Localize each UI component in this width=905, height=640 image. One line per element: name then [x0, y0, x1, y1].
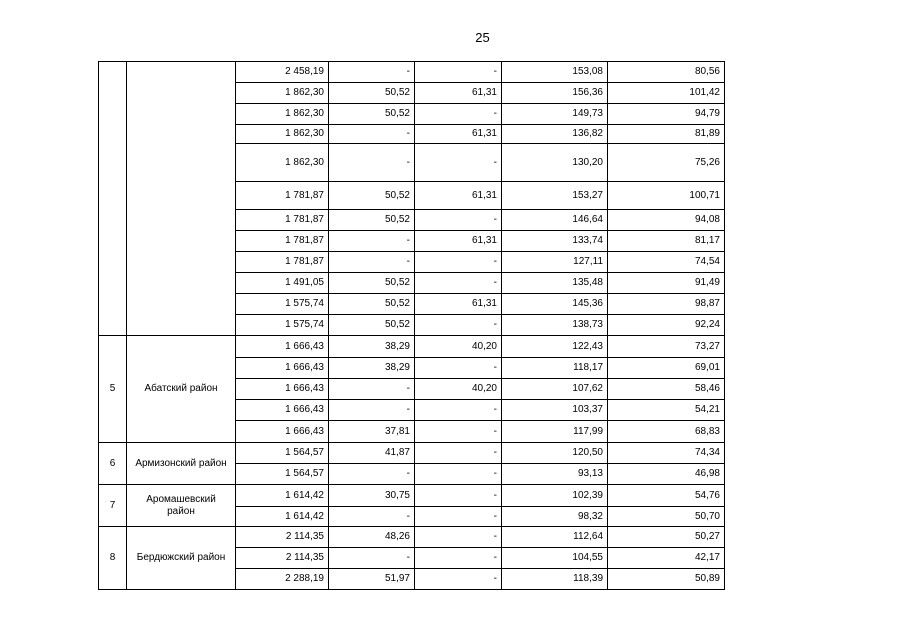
value-cell: 54,76 [608, 485, 725, 507]
value-cell: - [415, 104, 502, 125]
value-cell: - [415, 527, 502, 548]
value-cell: 1 781,87 [236, 231, 329, 252]
value-cell: - [329, 62, 415, 83]
value-cell: 1 666,43 [236, 336, 329, 358]
value-cell: - [329, 125, 415, 144]
value-cell: - [415, 569, 502, 590]
value-cell: - [415, 443, 502, 464]
value-cell: 2 114,35 [236, 527, 329, 548]
value-cell: 94,79 [608, 104, 725, 125]
value-cell: 48,26 [329, 527, 415, 548]
value-cell: - [415, 485, 502, 507]
value-cell: 1 862,30 [236, 125, 329, 144]
value-cell: 153,08 [502, 62, 608, 83]
value-cell: 1 862,30 [236, 83, 329, 104]
table-row [99, 443, 725, 464]
value-cell: 41,87 [329, 443, 415, 464]
value-cell: 61,31 [415, 125, 502, 144]
value-cell: 1 666,43 [236, 379, 329, 400]
value-cell: 91,49 [608, 273, 725, 294]
value-cell: - [329, 507, 415, 527]
district-name-cell [127, 62, 236, 336]
value-cell: 40,20 [415, 379, 502, 400]
value-cell: - [329, 379, 415, 400]
value-cell: - [415, 507, 502, 527]
value-cell: 37,81 [329, 421, 415, 443]
value-cell: 73,27 [608, 336, 725, 358]
value-cell: 156,36 [502, 83, 608, 104]
value-cell: 1 575,74 [236, 315, 329, 336]
value-cell: - [415, 273, 502, 294]
value-cell: 69,01 [608, 358, 725, 379]
value-cell: 98,32 [502, 507, 608, 527]
value-cell: 2 288,19 [236, 569, 329, 590]
page-number: 25 [475, 30, 490, 45]
value-cell: 68,83 [608, 421, 725, 443]
value-cell: 61,31 [415, 83, 502, 104]
value-cell: 50,52 [329, 182, 415, 210]
value-cell: 1 575,74 [236, 294, 329, 315]
value-cell: 81,17 [608, 231, 725, 252]
value-cell: - [329, 231, 415, 252]
value-cell: 138,73 [502, 315, 608, 336]
value-cell: 149,73 [502, 104, 608, 125]
value-cell: 54,21 [608, 400, 725, 421]
value-cell: 145,36 [502, 294, 608, 315]
value-cell: 1 862,30 [236, 104, 329, 125]
value-cell: 40,20 [415, 336, 502, 358]
value-cell: 130,20 [502, 144, 608, 182]
value-cell: 112,64 [502, 527, 608, 548]
value-cell: 118,17 [502, 358, 608, 379]
district-name-cell: Армизонский район [127, 443, 236, 485]
value-cell: - [415, 464, 502, 485]
value-cell: 81,89 [608, 125, 725, 144]
value-cell: 80,56 [608, 62, 725, 83]
value-cell: 1 781,87 [236, 252, 329, 273]
value-cell: 1 666,43 [236, 421, 329, 443]
value-cell: 100,71 [608, 182, 725, 210]
value-cell: 42,17 [608, 548, 725, 569]
value-cell: 1 781,87 [236, 210, 329, 231]
value-cell: 61,31 [415, 182, 502, 210]
value-cell: 94,08 [608, 210, 725, 231]
value-cell: 133,74 [502, 231, 608, 252]
value-cell: 127,11 [502, 252, 608, 273]
value-cell: 120,50 [502, 443, 608, 464]
table-row [99, 62, 725, 83]
row-index-cell: 5 [99, 336, 127, 443]
value-cell: - [415, 400, 502, 421]
value-cell: 46,98 [608, 464, 725, 485]
value-cell: 1 666,43 [236, 400, 329, 421]
row-index-cell: 8 [99, 527, 127, 590]
row-index-cell: 7 [99, 485, 127, 527]
value-cell: 38,29 [329, 336, 415, 358]
value-cell: 61,31 [415, 231, 502, 252]
value-cell: 50,52 [329, 83, 415, 104]
table-row [99, 485, 725, 507]
value-cell: 61,31 [415, 294, 502, 315]
value-cell: 101,42 [608, 83, 725, 104]
value-cell: 107,62 [502, 379, 608, 400]
value-cell: 50,70 [608, 507, 725, 527]
value-cell: 1 614,42 [236, 485, 329, 507]
value-cell: 117,99 [502, 421, 608, 443]
value-cell: 1 781,87 [236, 182, 329, 210]
value-cell: 122,43 [502, 336, 608, 358]
value-cell: 50,52 [329, 315, 415, 336]
value-cell: 1 564,57 [236, 464, 329, 485]
value-cell: 98,87 [608, 294, 725, 315]
value-cell: 58,46 [608, 379, 725, 400]
value-cell: - [415, 252, 502, 273]
value-cell: 102,39 [502, 485, 608, 507]
value-cell: 1 564,57 [236, 443, 329, 464]
value-cell: 1 862,30 [236, 144, 329, 182]
value-cell: 153,27 [502, 182, 608, 210]
value-cell: - [415, 421, 502, 443]
value-cell: 93,13 [502, 464, 608, 485]
value-cell: 30,75 [329, 485, 415, 507]
value-cell: 1 491,05 [236, 273, 329, 294]
value-cell: 1 614,42 [236, 507, 329, 527]
value-cell: 135,48 [502, 273, 608, 294]
value-cell: 50,52 [329, 294, 415, 315]
value-cell: 136,82 [502, 125, 608, 144]
row-index-cell [99, 62, 127, 336]
value-cell: 50,89 [608, 569, 725, 590]
row-index-cell: 6 [99, 443, 127, 485]
district-name-cell: Аромашевский район [127, 485, 236, 527]
value-cell: - [329, 548, 415, 569]
value-cell: - [415, 358, 502, 379]
table-row [99, 336, 725, 358]
tariff-table [98, 61, 725, 590]
value-cell: - [415, 548, 502, 569]
table-row [99, 527, 725, 548]
value-cell: 51,97 [329, 569, 415, 590]
value-cell: - [329, 252, 415, 273]
value-cell: - [415, 315, 502, 336]
value-cell: 92,24 [608, 315, 725, 336]
value-cell: 50,52 [329, 273, 415, 294]
value-cell: 74,34 [608, 443, 725, 464]
value-cell: 74,54 [608, 252, 725, 273]
value-cell: 2 458,19 [236, 62, 329, 83]
value-cell: - [415, 144, 502, 182]
value-cell: 2 114,35 [236, 548, 329, 569]
value-cell: - [329, 464, 415, 485]
value-cell: 118,39 [502, 569, 608, 590]
value-cell: 146,64 [502, 210, 608, 231]
value-cell: 104,55 [502, 548, 608, 569]
district-name-cell: Абатский район [127, 336, 236, 443]
value-cell: - [329, 144, 415, 182]
value-cell: 50,52 [329, 210, 415, 231]
value-cell: - [329, 400, 415, 421]
value-cell: 38,29 [329, 358, 415, 379]
value-cell: - [415, 62, 502, 83]
value-cell: 1 666,43 [236, 358, 329, 379]
value-cell: 75,26 [608, 144, 725, 182]
district-name-cell: Бердюжский район [127, 527, 236, 590]
value-cell: 103,37 [502, 400, 608, 421]
value-cell: 50,27 [608, 527, 725, 548]
value-cell: 50,52 [329, 104, 415, 125]
value-cell: - [415, 210, 502, 231]
